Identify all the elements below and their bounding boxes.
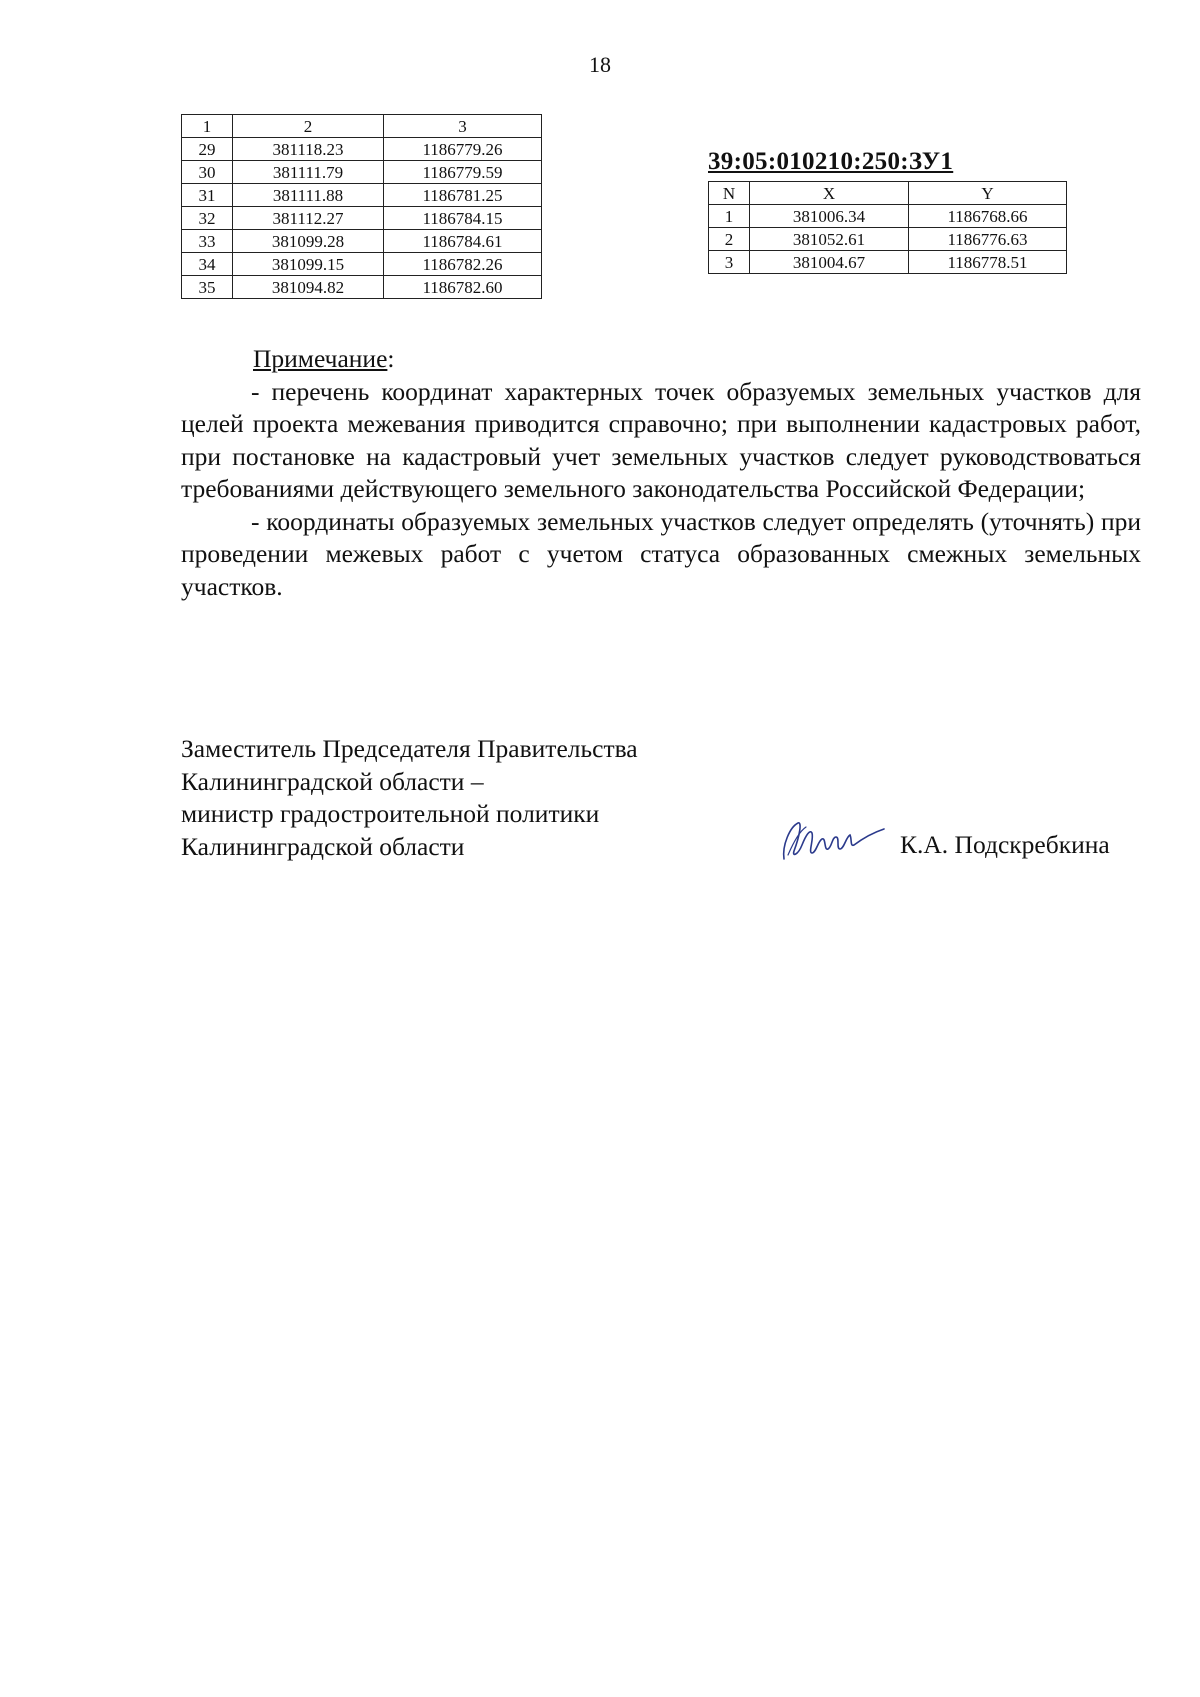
table-cell: 1186776.63 (909, 228, 1067, 251)
table-header-cell: 3 (384, 115, 542, 138)
table-cell: 1186784.15 (384, 207, 542, 230)
table-cell: 381099.15 (233, 253, 384, 276)
table-row (182, 161, 542, 184)
table-cell: 381111.79 (233, 161, 384, 184)
table-cell: 1 (709, 205, 750, 228)
table-cell: 3 (709, 251, 750, 274)
table-header-cell: 1 (182, 115, 233, 138)
table-cell: 31 (182, 184, 233, 207)
note-item: - перечень координат характерных точек образуемых земельных участков для целей проекта межевания приводится справочно; при выполнении кадастровых работ, при постановке на кадастровый учет земельных участков следует руководствоваться требованиями действующего земельного законодательства Российской Федерации; (181, 376, 1141, 503)
table-header-cell: 2 (233, 115, 384, 138)
note-heading-text: Примечание (253, 344, 388, 373)
table-row (182, 184, 542, 207)
table-cell: 381004.67 (750, 251, 909, 274)
signatory-title-line: министр градостроительной политики (181, 799, 600, 828)
table-cell: 32 (182, 207, 233, 230)
table-row (182, 207, 542, 230)
table-cell: 34 (182, 253, 233, 276)
table-header-row (182, 115, 542, 138)
table-cell: 33 (182, 230, 233, 253)
table-cell: 29 (182, 138, 233, 161)
table-cell: 1186782.26 (384, 253, 542, 276)
table-header-cell: N (709, 182, 750, 205)
note-item: - координаты образуемых земельных участков следует определять (уточнять) при проведении межевых работ с учетом статуса образованных смежных земельных участков. (181, 506, 1141, 601)
signatory-title-line: Калининградской области – (181, 766, 484, 796)
table-row (709, 205, 1067, 228)
table-cell: 1186779.59 (384, 161, 542, 184)
signatory-title (181, 733, 638, 863)
table-cell: 381094.82 (233, 276, 384, 299)
table-row (182, 230, 542, 253)
table-cell: 381099.28 (233, 230, 384, 253)
table-cell: 30 (182, 161, 233, 184)
page-number: 18 (589, 52, 611, 77)
table-header-row (709, 182, 1067, 205)
table-row (182, 138, 542, 161)
table-cell: 1186768.66 (909, 205, 1067, 228)
parcel-title: 39:05:010210:250:ЗУ1 (708, 148, 954, 175)
coordinates-table-continued (181, 114, 542, 299)
handwritten-signature (778, 815, 888, 867)
table-cell: 381006.34 (750, 205, 909, 228)
parcel-coordinates-table (708, 181, 1067, 274)
table-cell: 35 (182, 276, 233, 299)
signatory-title-line: Заместитель Председателя Правительства (181, 734, 638, 763)
note-section (181, 343, 1141, 603)
table-cell: 381052.61 (750, 228, 909, 251)
table-cell: 1186781.25 (384, 184, 542, 207)
table-cell: 1186778.51 (909, 251, 1067, 274)
table-row (709, 251, 1067, 274)
table-cell: 1186784.61 (384, 230, 542, 253)
table-cell: 381118.23 (233, 138, 384, 161)
signer-name: К.А. Подскребкина (900, 830, 1110, 859)
table-row (182, 253, 542, 276)
signatory-title-line: Калининградской области (181, 831, 465, 861)
table-header-cell: Y (909, 182, 1067, 205)
note-heading (181, 343, 1141, 376)
table-cell: 381111.88 (233, 184, 384, 207)
table-row (709, 228, 1067, 251)
table-cell: 1186782.60 (384, 276, 542, 299)
table-row (182, 276, 542, 299)
note-heading-suffix: : (387, 344, 395, 373)
table-cell: 2 (709, 228, 750, 251)
table-cell: 381112.27 (233, 207, 384, 230)
table-header-cell: X (750, 182, 909, 205)
table-cell: 1186779.26 (384, 138, 542, 161)
